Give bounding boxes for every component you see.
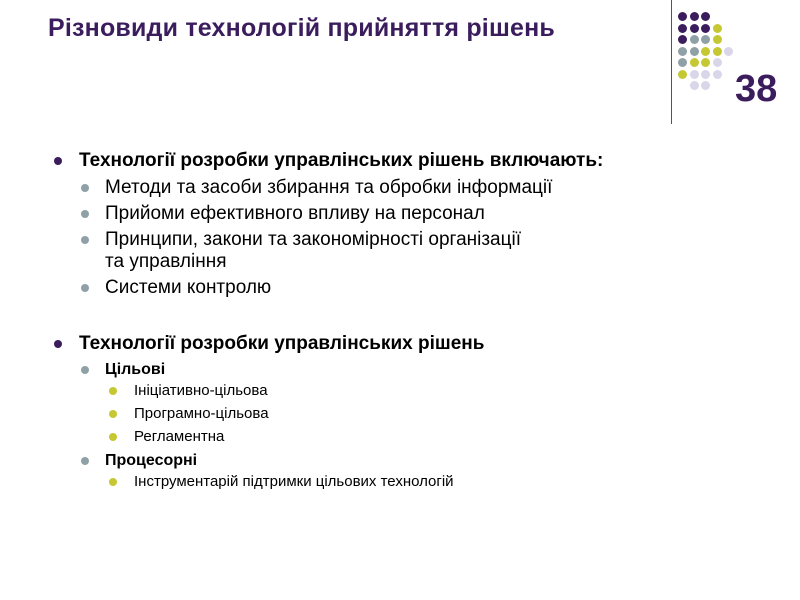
subgroup-heading — [79, 360, 754, 379]
list-item-text: Системи контролю — [105, 277, 272, 298]
list-item-text: Методи та засоби збирання та обробки інформації — [105, 177, 553, 198]
slide-content — [54, 150, 754, 496]
list-item — [109, 473, 754, 491]
decorative-dot — [713, 24, 722, 33]
bullet-icon — [81, 184, 89, 192]
bullet-icon — [81, 236, 89, 244]
decorative-dot — [690, 81, 699, 90]
bullet-icon — [81, 284, 89, 292]
decorative-dot — [713, 47, 722, 56]
list-item — [109, 382, 754, 400]
decorative-dot — [701, 70, 710, 79]
slide-number: 38 — [735, 68, 778, 110]
decorative-dot — [724, 47, 733, 56]
decorative-dot — [690, 58, 699, 67]
decorative-dot — [701, 12, 710, 21]
list-item — [79, 229, 754, 273]
decorative-dot — [678, 35, 687, 44]
bullet-icon — [81, 457, 89, 465]
bullet-icon — [81, 210, 89, 218]
decorative-dot — [701, 81, 710, 90]
list-item-text: Прийоми ефективного впливу на персонал — [105, 203, 485, 224]
decorative-dot-grid — [678, 12, 734, 94]
bullet-icon — [109, 433, 117, 441]
decorative-dot — [713, 35, 722, 44]
list-item-text: Ініціативно-цільова — [134, 382, 268, 399]
list-item — [79, 203, 754, 225]
decorative-dot — [678, 70, 687, 79]
decorative-dot — [701, 24, 710, 33]
decorative-dot — [690, 70, 699, 79]
decorative-dot — [713, 70, 722, 79]
decorative-dot — [690, 47, 699, 56]
subgroup-heading — [79, 451, 754, 470]
header-divider — [671, 0, 672, 124]
decorative-dot — [690, 24, 699, 33]
decorative-dot — [678, 58, 687, 67]
decorative-dot — [701, 47, 710, 56]
decorative-dot — [701, 35, 710, 44]
decorative-dot — [690, 35, 699, 44]
bullet-icon — [109, 410, 117, 418]
list-item-text: Принципи, закони та закономірності організації — [105, 229, 522, 250]
decorative-dot — [678, 47, 687, 56]
bullet-icon — [109, 387, 117, 395]
bullet-icon — [54, 157, 62, 165]
bullet-heading-1-text: Технології розробки управлінських рішень включають: — [79, 150, 604, 171]
list-item-text-continuation: та управління — [105, 251, 227, 272]
list-item — [79, 177, 754, 199]
decorative-dot — [713, 58, 722, 67]
subgroup-heading-text: Процесорні — [105, 452, 198, 469]
list-item-text: Інструментарій підтримки цільових технологій — [134, 473, 454, 490]
list-item-text: Регламентна — [134, 428, 225, 445]
subgroup-heading-text: Цільові — [105, 361, 166, 378]
bullet-heading-1 — [54, 150, 754, 172]
bullet-icon — [81, 366, 89, 374]
list-item — [109, 405, 754, 423]
list-item — [79, 277, 754, 299]
decorative-dot — [678, 24, 687, 33]
bullet-icon — [54, 340, 62, 348]
decorative-dot — [701, 58, 710, 67]
list-item-text: Програмно-цільова — [134, 405, 269, 422]
decorative-dot — [690, 12, 699, 21]
bullet-heading-2 — [54, 333, 754, 355]
bullet-heading-2-text: Технології розробки управлінських рішень — [79, 333, 485, 354]
list-item — [109, 428, 754, 446]
decorative-dot — [678, 12, 687, 21]
bullet-icon — [109, 478, 117, 486]
slide-title: Різновиди технологій прийняття рішень — [48, 14, 555, 42]
